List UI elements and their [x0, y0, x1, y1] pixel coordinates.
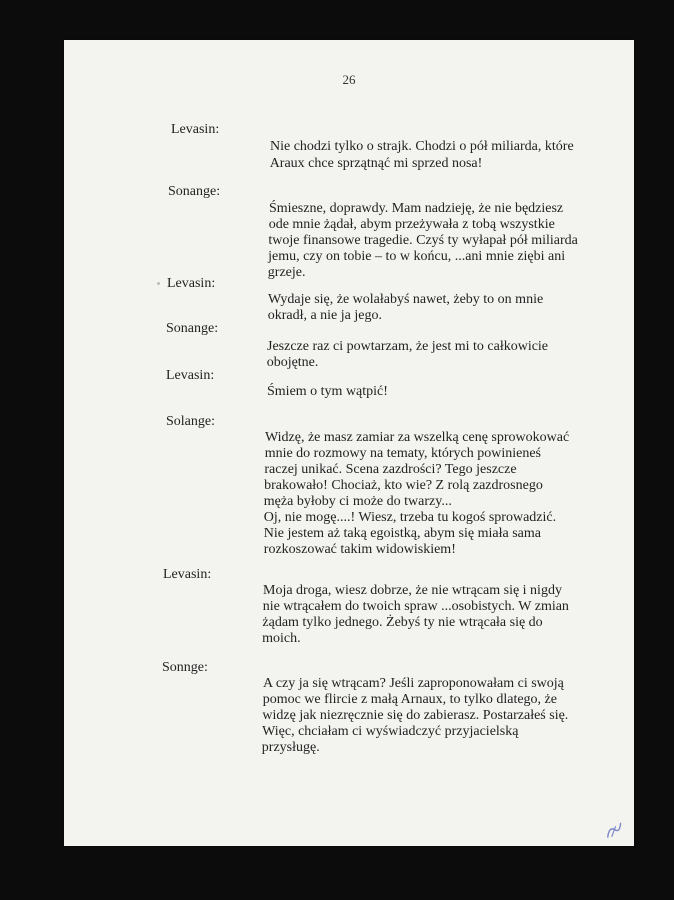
document-page — [64, 40, 634, 846]
speaker-name: Sonange: — [166, 321, 219, 336]
dialogue-line: jemu, czy on tobie – to w końcu, ...ani mnie ziębi ani — [268, 249, 566, 264]
dialogue-line: Więc, chciałam ci wyświadczyć przyjacielską — [262, 724, 519, 739]
dialogue-line: Oj, nie mogę....! Wiesz, trzeba tu kogoś sprowadzić. — [263, 510, 557, 525]
scan-speck — [157, 282, 160, 285]
speaker-name: Levasin: — [167, 276, 216, 291]
speaker-name: Levasin: — [163, 567, 212, 582]
dialogue-line: obojętne. — [266, 355, 319, 370]
pencil-mark-icon — [601, 818, 628, 842]
dialogue-line: Śmiem o tym wątpić! — [267, 384, 388, 399]
dialogue-line: brakowało! Chociaż, kto wie? Z rolą zazdrosnego — [264, 478, 543, 493]
dialogue-line: Moja droga, wiesz dobrze, że nie wtrącam się i nigdy — [263, 583, 562, 598]
dialogue-line: Nie chodzi tylko o strajk. Chodzi o pół miliarda, które — [270, 139, 574, 154]
dialogue-line: męża byłoby ci może do twarzy... — [263, 494, 452, 509]
dialogue-line: Nie jestem aż taką egoistką, abym się miała sama — [263, 526, 541, 541]
speaker-name: Solange: — [166, 414, 215, 429]
dialogue-line: widzę jak niezręcznie się do zabierasz. Postarzałeś się. — [262, 708, 569, 723]
dialogue-line: Widzę, że masz zamiar za wszelką cenę sprowokować — [265, 430, 570, 445]
dialogue-line: żądam tylko jednego. Żebyś ty nie wtrącała się do — [262, 615, 543, 630]
dialogue-line: Śmieszne, doprawdy. Mam nadzieję, że nie będziesz — [269, 201, 564, 216]
dialogue-line: Wydaje się, że wolałabyś nawet, żeby to on mnie — [268, 292, 544, 307]
dialogue-line: moich. — [262, 631, 301, 646]
speaker-name: Levasin: — [171, 122, 220, 137]
dialogue-line: ode mnie żądał, abym przeżywała z tobą wszystkie — [268, 217, 555, 232]
dialogue-line: Jeszcze raz ci powtarzam, że jest mi to całkowicie — [267, 339, 549, 354]
speaker-name: Sonnge: — [162, 660, 208, 675]
pencil-mark — [601, 818, 629, 845]
speaker-name: Sonange: — [168, 184, 221, 199]
dialogue-line: nie wtrącałem do twoich spraw ...osobistych. W zmian — [262, 599, 569, 614]
dialogue-line: twoje finansowe tragedie. Czyś ty wyłapał pół miliarda — [268, 233, 578, 248]
dialogue-line: pomoc we flircie z małą Arnaux, to tylko dlatego, że — [262, 692, 557, 707]
page-number: 26 — [342, 72, 356, 87]
dialogue-line: raczej unikać. Scena zazdrości? Tego jeszcze — [264, 462, 517, 477]
dialogue-line: rozkoszować takim widowiskiem! — [263, 542, 456, 557]
dialogue-line: Araux chce sprzątnąć mi sprzed nosa! — [269, 156, 483, 171]
speaker-name: Levasin: — [166, 368, 215, 383]
dialogue-line: przysługę. — [261, 740, 320, 755]
dialogue-line: A czy ja się wtrącam? Jeśli zaproponowałam ci swoją — [263, 676, 564, 691]
dialogue-line: okradł, a nie ja jego. — [267, 308, 382, 323]
dialogue-line: grzeje. — [267, 265, 306, 280]
dialogue-line: mnie do rozmowy na tematy, których powinieneś — [264, 446, 541, 461]
